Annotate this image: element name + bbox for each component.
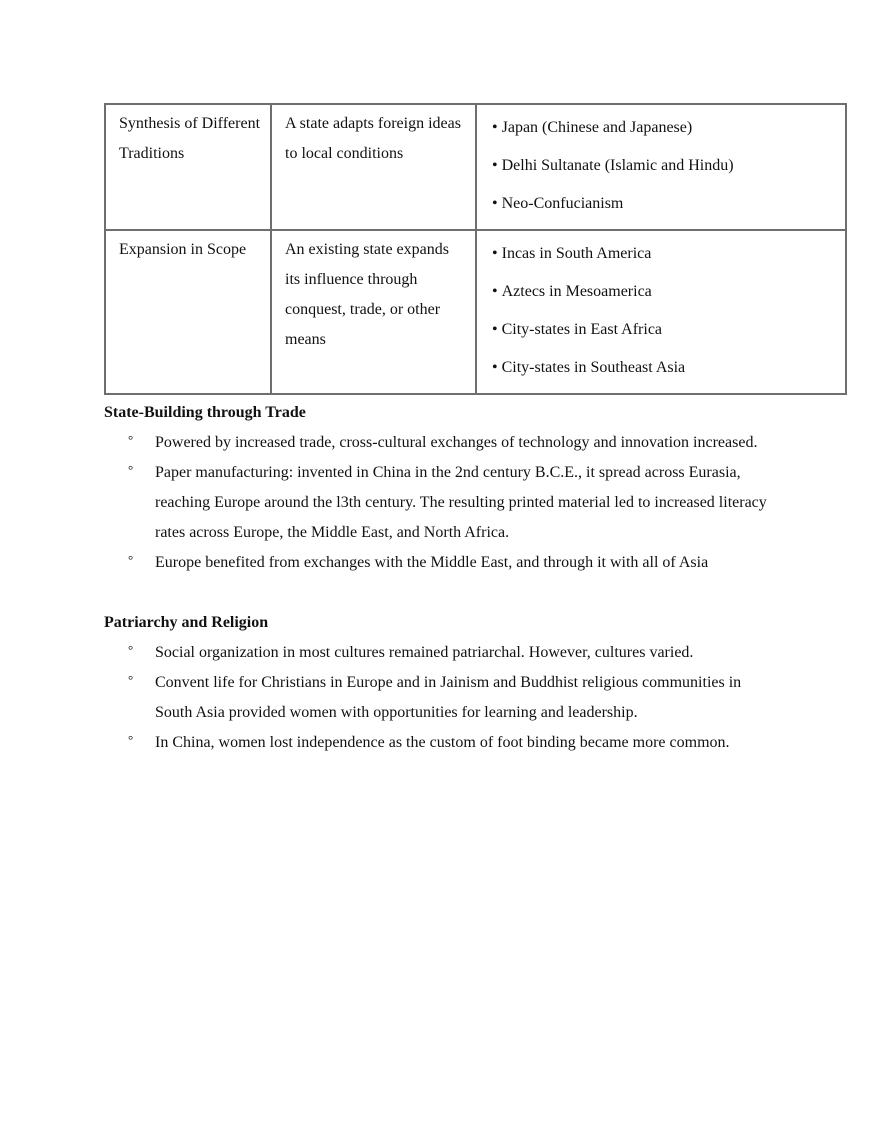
list-item [104,458,780,548]
examples-cell [476,230,846,394]
table-row [105,104,846,230]
section-heading: State-Building through Trade [104,404,306,421]
description-cell: A state adapts foreign ideas to local conditions [271,104,476,230]
bullet-list [104,638,804,758]
bullet-icon: ° [128,552,134,567]
list-item: • Aztecs in Mesoamerica [492,273,837,311]
bullet-list [104,428,804,578]
item-text: Europe benefited from exchanges with the Middle East, and through it with all of Asia [155,554,709,571]
item-text: Social organization in most cultures remained patriarchal. However, cultures varied. [155,644,694,661]
examples-list [490,235,837,387]
list-item: • Incas in South America [492,235,837,273]
concept-cell: Expansion in Scope [105,230,271,394]
item-text: Convent life for Christians in Europe and in Jainism and Buddhist religious communities in South Asia provided women with opportunities for learning and leadership. [155,674,742,721]
list-item: • Neo-Confucianism [492,185,837,223]
list-item [104,428,780,458]
examples-list [490,109,837,223]
item-text: Powered by increased trade, cross-cultural exchanges of technology and innovation increased. [155,434,758,451]
list-item [104,668,780,728]
state-building-table [104,103,847,395]
list-item: • City-states in Southeast Asia [492,349,837,387]
list-item: • Japan (Chinese and Japanese) [492,109,837,147]
section-patriarchy [104,608,804,758]
list-item [104,548,780,578]
list-item [104,728,780,758]
bullet-icon: ° [128,672,134,687]
concept-cell: Synthesis of Different Traditions [105,104,271,230]
bullet-icon: ° [128,642,134,657]
list-item [104,638,780,668]
section-trade [104,398,804,578]
item-text: In China, women lost independence as the custom of foot binding became more common. [155,734,730,751]
list-item: • City-states in East Africa [492,311,837,349]
table-row [105,230,846,394]
bullet-icon: ° [128,732,134,747]
examples-cell [476,104,846,230]
bullet-icon: ° [128,432,134,447]
description-cell: An existing state expands its influence through conquest, trade, or other means [271,230,476,394]
bullet-icon: ° [128,462,134,477]
item-text: Paper manufacturing: invented in China in the 2nd century B.C.E., it spread across Eurasia, reaching Europe around the l3th century. The resulting printed material led to increased literacy rates across Europe, the Middle East, and North Africa. [155,464,767,541]
section-heading: Patriarchy and Religion [104,614,269,631]
list-item: • Delhi Sultanate (Islamic and Hindu) [492,147,837,185]
